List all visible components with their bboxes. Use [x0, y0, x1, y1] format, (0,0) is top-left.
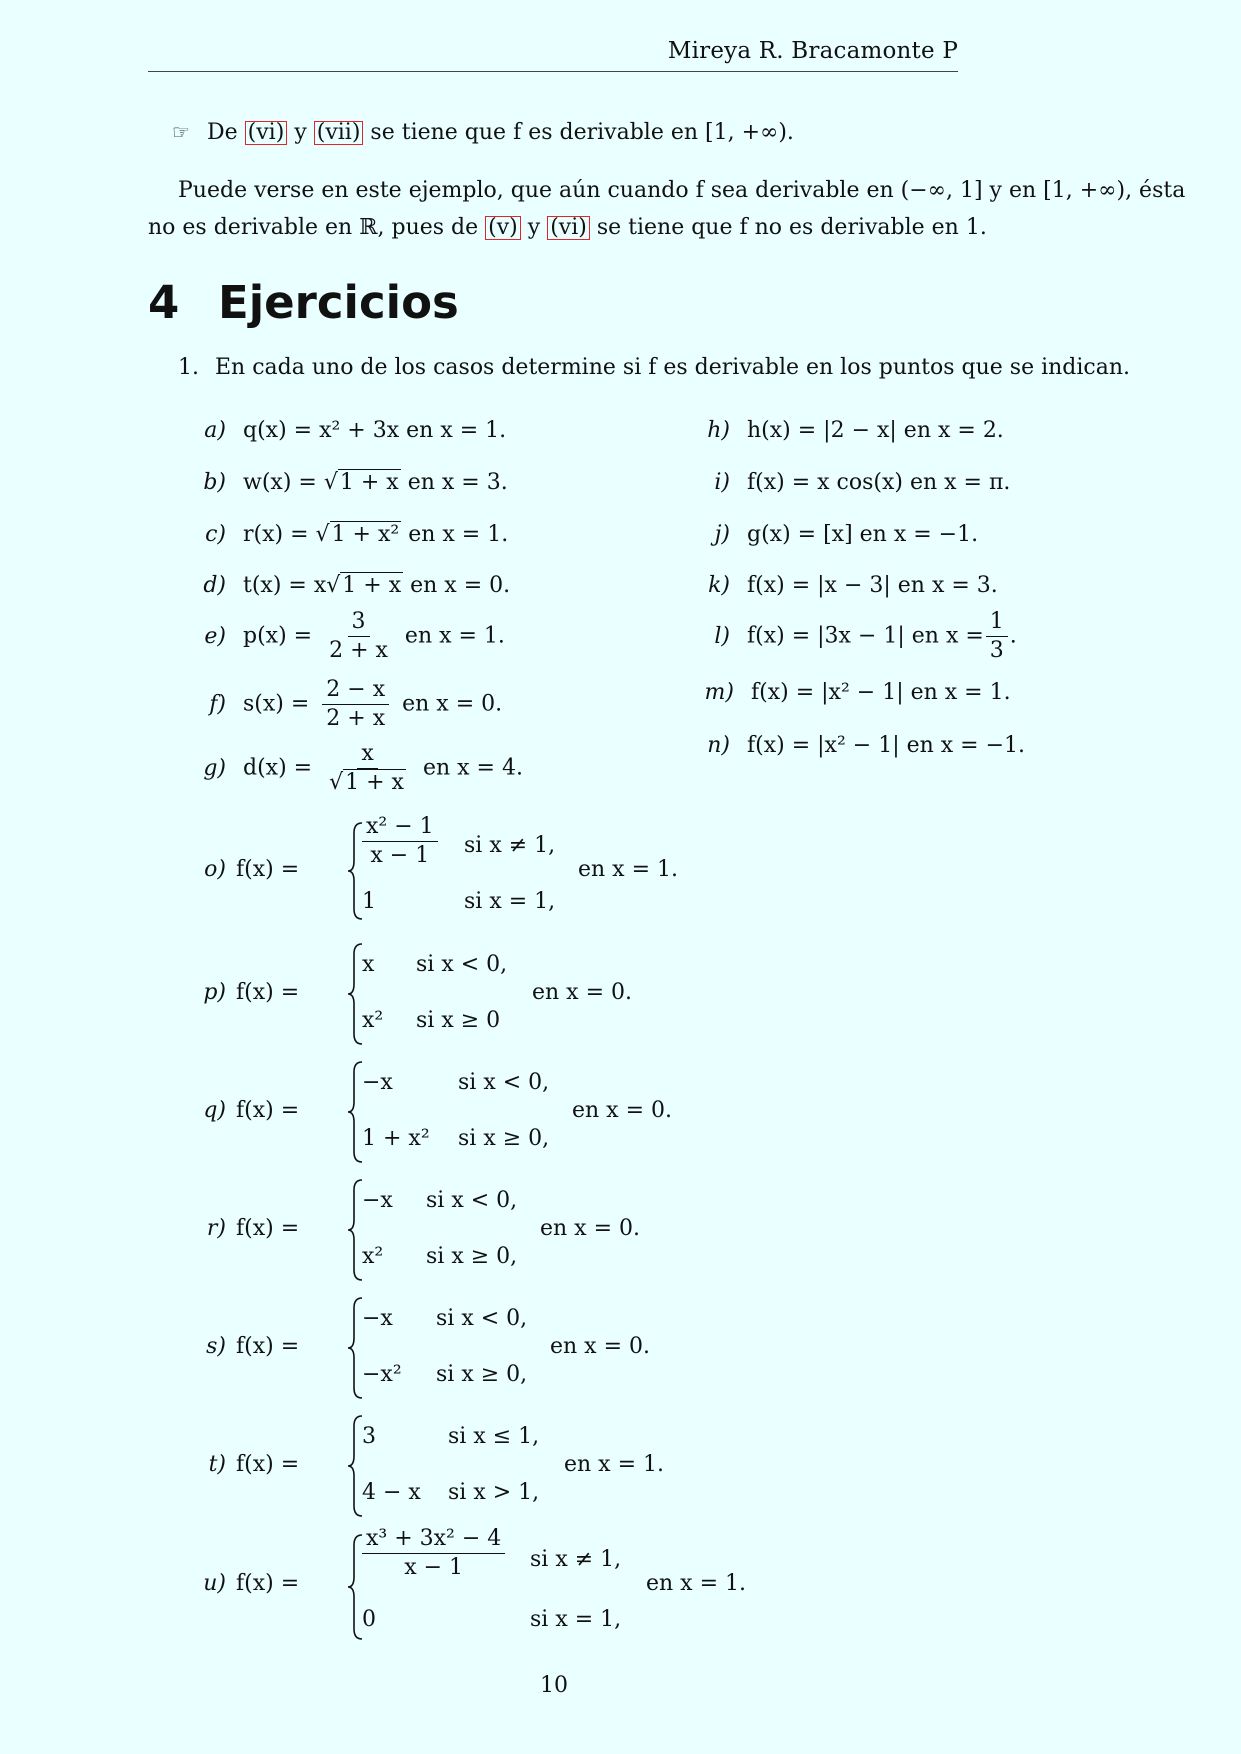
exercise-item-k: k) f(x) = |x − 3| en x = 3.: [708, 573, 998, 598]
section-title: Ejercicios: [218, 276, 459, 329]
fraction: $\frac{x}{√1 + x}$: [329, 741, 404, 796]
header-rule: [148, 71, 958, 72]
ref-link-v[interactable]: (v): [485, 216, 521, 240]
exercise-item-m: m) f(x) = |x² − 1| en x = 1.: [704, 680, 1011, 705]
intro-bullet-line: ☞ De (vi) y (vii) se tiene que f es derivable en [1, +∞).: [172, 120, 794, 145]
exercise-item-o: o) f(x) = $\frac{\text{x² − 1}}{x - 1}$ si x ≠ 1, 1 si x = 1, en x = 1.: [196, 815, 716, 925]
section-number: 4: [148, 276, 180, 329]
pointing-hand-icon: ☞: [172, 120, 190, 144]
fraction: $\frac{2 - x}{2 + x}$: [322, 678, 389, 731]
exercise-item-h: h) h(x) = |2 − x| en x = 2.: [707, 418, 1004, 443]
exercise-1-statement: 1. En cada uno de los casos determine si f es derivable en los puntos que se indican.: [178, 355, 1131, 380]
exercise-item-l: l) f(x) = |3x − 1| en x = $\frac{1}{3}$ .: [714, 609, 1017, 664]
exercise-item-p: p) f(x) = x si x < 0, x² si x ≥ 0 en x = 0.: [196, 940, 676, 1050]
intro-paragraph-line-1: Puede verse en este ejemplo, que aún cuando f sea derivable en (−∞, 1] y en [1, +∞), ésta: [178, 178, 1186, 203]
fraction: $\frac{3}{2 + x}$: [329, 609, 388, 664]
sqrt-symbol: √: [326, 573, 341, 598]
exercise-item-t: t) f(x) = 3 si x ≤ 1, 4 − x si x > 1, en x = 1.: [196, 1412, 716, 1522]
exercise-item-f: f) s(x) = $\frac{2 - x}{2 + x}$ en x = 0.: [209, 677, 503, 732]
intro-paragraph-line-2: no es derivable en ℝ, pues de (v) y (vi) se tiene que f no es derivable en 1.: [148, 215, 987, 240]
fraction: $\frac{\text{x² − 1}}{x - 1}$: [362, 815, 438, 868]
exercise-item-n: n) f(x) = |x² − 1| en x = −1.: [707, 733, 1026, 758]
exercise-item-a: a) q(x) = x² + 3x en x = 1.: [204, 418, 507, 443]
ref-link-vi[interactable]: (vi): [245, 121, 288, 145]
fraction: $\frac{\text{x³ + 3x² − 4}}{x - 1}$: [362, 1527, 505, 1580]
exercise-item-d: d) t(x) = x√1 + x en x = 0.: [203, 573, 511, 598]
exercise-item-u: u) f(x) = $\frac{\text{x³ + 3x² − 4}}{x - 1}$ si x ≠ 1, 0 si x = 1, en x = 1.: [196, 1527, 796, 1647]
ref-link-vii[interactable]: (vii): [314, 121, 364, 145]
exercise-item-e: e) p(x) = $\frac{3}{2 + x}$ en x = 1.: [204, 609, 505, 664]
header-author: Mireya R. Bracamonte P: [667, 38, 958, 64]
ref-link-vi-2[interactable]: (vi): [547, 216, 590, 240]
exercise-item-q: q) f(x) = −x si x < 0, 1 + x² si x ≥ 0, en x = 0.: [196, 1058, 716, 1168]
page-number: 10: [540, 1673, 568, 1698]
fraction: $\frac{1}{3}$: [986, 610, 1008, 663]
sqrt-symbol: √: [329, 770, 344, 796]
exercise-item-i: i) f(x) = x cos(x) en x = π.: [714, 470, 1011, 495]
exercise-item-g: g) d(x) = $\frac{x}{√1 + x}$ en x = 4.: [203, 741, 523, 796]
sqrt-symbol: √: [323, 470, 338, 495]
exercise-item-j: j) g(x) = [x] en x = −1.: [714, 522, 979, 547]
exercise-item-r: r) f(x) = −x si x < 0, x² si x ≥ 0, en x = 0.: [196, 1176, 696, 1286]
exercise-item-c: c) r(x) = √1 + x² en x = 1.: [205, 522, 509, 547]
exercise-item-s: s) f(x) = −x si x < 0, −x² si x ≥ 0, en x = 0.: [196, 1294, 696, 1404]
section-heading: [148, 276, 459, 329]
exercise-item-b: b) w(x) = √1 + x en x = 3.: [203, 470, 508, 495]
sqrt-symbol: √: [315, 522, 330, 547]
